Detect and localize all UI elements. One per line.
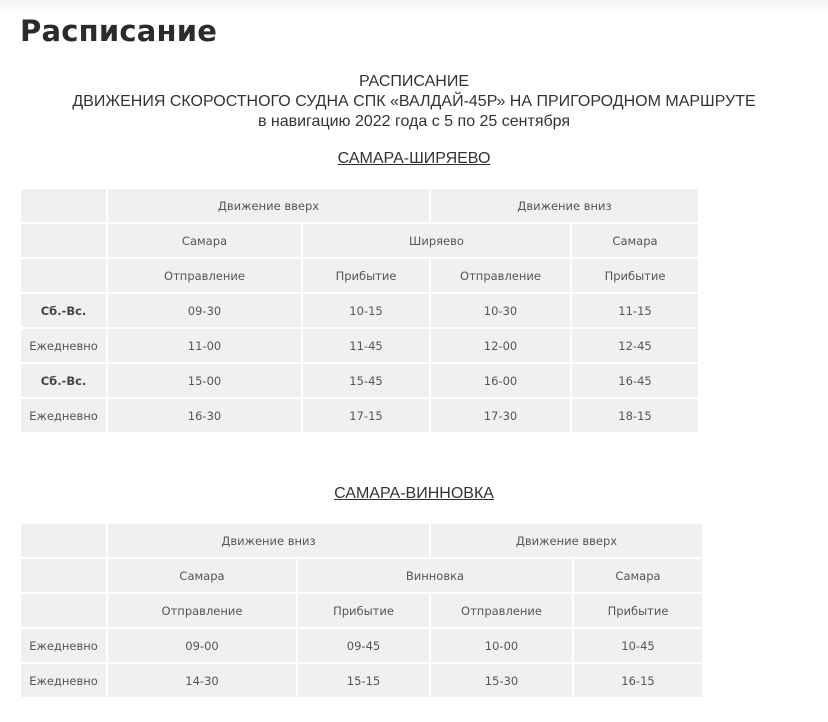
sub-header: Прибытие [303, 259, 429, 292]
day-cell: Ежедневно [21, 399, 106, 432]
station-header: Ширяево [303, 224, 570, 257]
day-cell: Сб.-Вс. [21, 294, 106, 327]
sub-header: Прибытие [572, 259, 698, 292]
route-title-shiryaevo: САМАРА-ШИРЯЕВО [337, 150, 491, 167]
time-cell: 10-30 [431, 294, 570, 327]
time-cell: 15-45 [303, 364, 429, 397]
top-shade [0, 0, 828, 14]
sub-header: Прибытие [298, 594, 429, 627]
schedule-table-shiryaevo [19, 187, 700, 434]
direction-header: Движение вниз [108, 524, 429, 557]
time-cell: 16-00 [431, 364, 570, 397]
day-cell: Сб.-Вс. [21, 364, 106, 397]
station-header: Самара [108, 559, 296, 592]
heading-line-2: ДВИЖЕНИЯ СКОРОСТНОГО СУДНА СПК «ВАЛДАЙ-45Р» НА ПРИГОРОДНОМ МАРШРУТЕ [72, 93, 756, 110]
time-cell: 12-00 [431, 329, 570, 362]
time-cell: 14-30 [108, 664, 296, 697]
corner-cell [21, 559, 106, 592]
table-row [21, 664, 702, 697]
heading-line-1: РАСПИСАНИЕ [358, 73, 470, 90]
sub-header: Отправление [108, 259, 301, 292]
direction-header: Движение вверх [431, 524, 702, 557]
station-header: Самара [574, 559, 702, 592]
schedule-heading [0, 72, 828, 132]
table-row [21, 189, 698, 222]
corner-cell [21, 189, 106, 222]
day-cell: Ежедневно [21, 664, 106, 697]
corner-cell [21, 524, 106, 557]
heading-line-3: в навигацию 2022 года с 5 по 25 сентября [257, 113, 571, 130]
time-cell: 11-45 [303, 329, 429, 362]
table-row [21, 224, 698, 257]
corner-cell [21, 259, 106, 292]
sub-header: Прибытие [574, 594, 702, 627]
time-cell: 10-45 [574, 629, 702, 662]
time-cell: 17-15 [303, 399, 429, 432]
time-cell: 16-45 [572, 364, 698, 397]
station-header: Самара [108, 224, 301, 257]
table-row [21, 524, 702, 557]
time-cell: 11-15 [572, 294, 698, 327]
time-cell: 16-30 [108, 399, 301, 432]
time-cell: 15-00 [108, 364, 301, 397]
table-row [21, 559, 702, 592]
table-row [21, 594, 702, 627]
table-row [21, 259, 698, 292]
corner-cell [21, 224, 106, 257]
time-cell: 09-45 [298, 629, 429, 662]
table-row [21, 629, 702, 662]
station-header: Винновка [298, 559, 572, 592]
time-cell: 10-00 [431, 629, 572, 662]
page-title: Расписание [20, 14, 218, 48]
time-cell: 10-15 [303, 294, 429, 327]
route-title-vinnovka: САМАРА-ВИННОВКА [334, 485, 494, 502]
time-cell: 09-00 [108, 629, 296, 662]
table-row [21, 399, 698, 432]
time-cell: 09-30 [108, 294, 301, 327]
sub-header: Отправление [431, 594, 572, 627]
time-cell: 18-15 [572, 399, 698, 432]
table-row [21, 364, 698, 397]
time-cell: 17-30 [431, 399, 570, 432]
sub-header: Отправление [431, 259, 570, 292]
schedule-table-vinnovka [19, 522, 704, 699]
time-cell: 16-15 [574, 664, 702, 697]
time-cell: 15-30 [431, 664, 572, 697]
time-cell: 11-00 [108, 329, 301, 362]
sub-header: Отправление [108, 594, 296, 627]
time-cell: 12-45 [572, 329, 698, 362]
direction-header: Движение вверх [108, 189, 429, 222]
table-row [21, 329, 698, 362]
station-header: Самара [572, 224, 698, 257]
direction-header: Движение вниз [431, 189, 698, 222]
day-cell: Ежедневно [21, 629, 106, 662]
corner-cell [21, 594, 106, 627]
time-cell: 15-15 [298, 664, 429, 697]
table-row [21, 294, 698, 327]
day-cell: Ежедневно [21, 329, 106, 362]
